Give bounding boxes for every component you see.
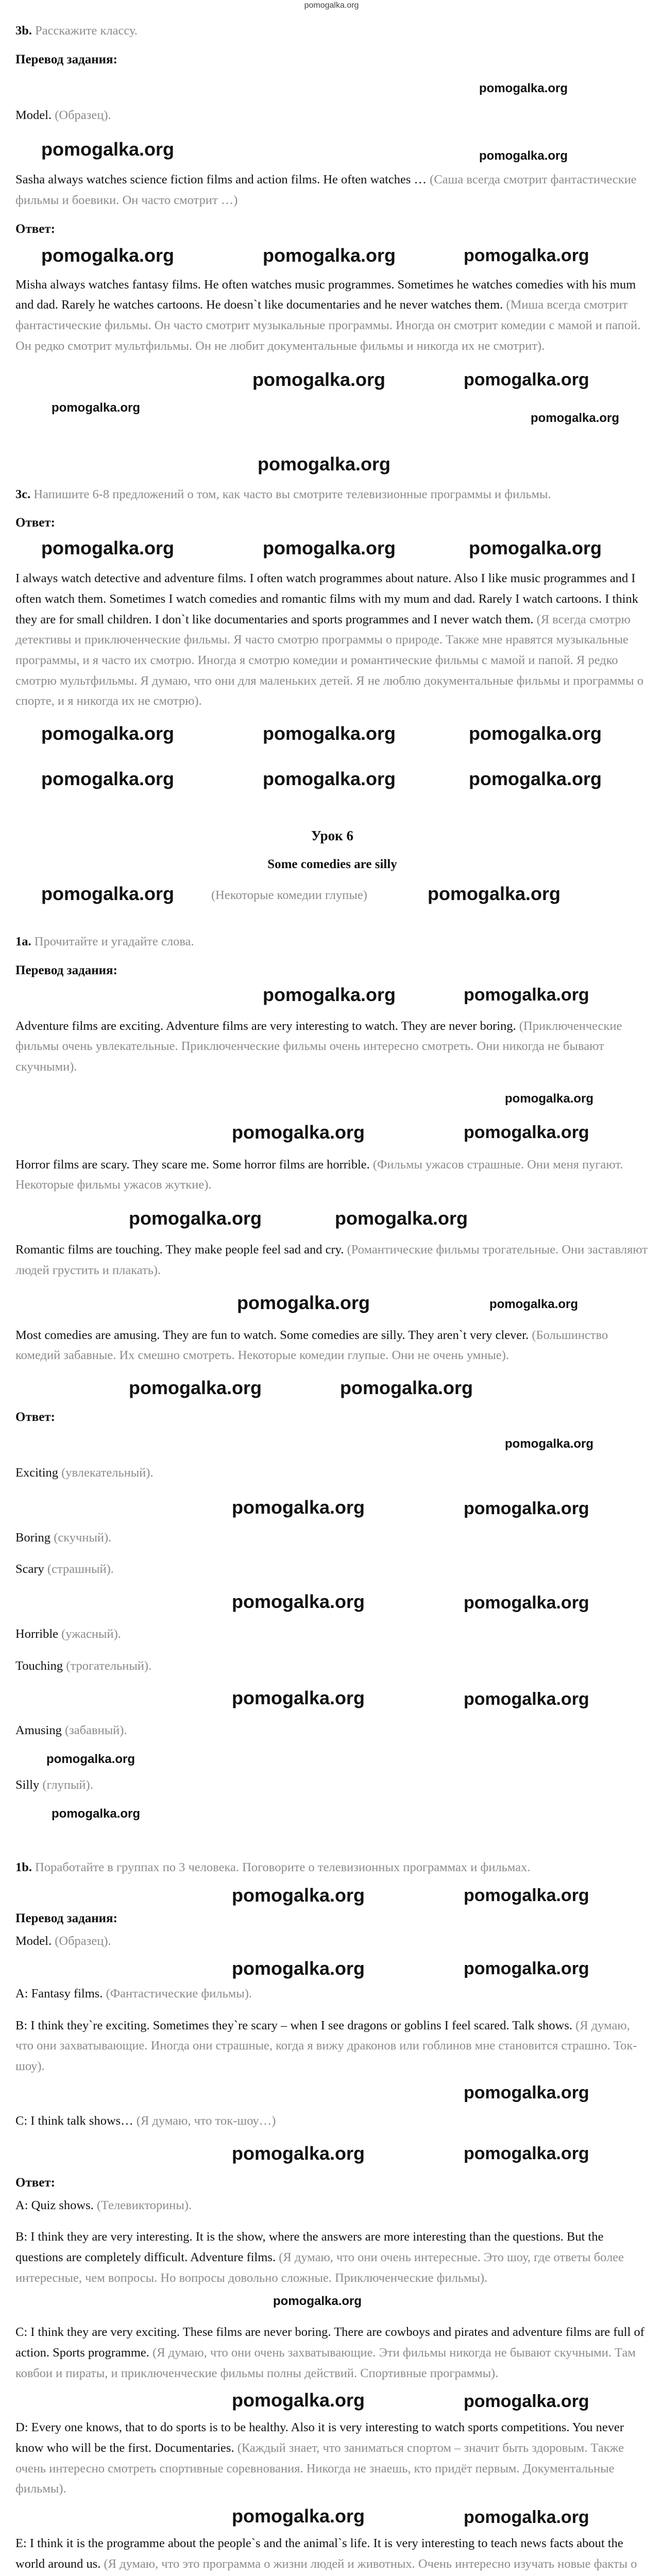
watermark: pomogalka.org	[464, 1498, 589, 1518]
watermark: pomogalka.org	[41, 723, 175, 744]
watermark: pomogalka.org	[531, 411, 620, 425]
watermark: pomogalka.org	[273, 2294, 362, 2309]
watermark: pomogalka.org	[232, 1885, 365, 1906]
model-text: Sasha always watches science fiction films and action films. He often watches …	[15, 173, 427, 187]
lesson-title: Урок 6	[311, 828, 353, 843]
watermark: pomogalka.org	[41, 244, 175, 266]
watermark: pomogalka.org	[52, 400, 141, 415]
answer-label: Ответ:	[15, 1410, 55, 1424]
dialog-line: B: I think they`re exciting. Sometimes they`re scary – when I see dragons or goblins I feel scared. Talk shows. (Я думаю, что они захватывающие. Иногда они страшные, когда я вижу драконов или гоблинов мне становится страшно. Ток-шоу).	[15, 2018, 637, 2074]
answer-text: I always watch detective and adventure films. I often watch programmes about nature. Also I like music programmes and I often watch them. Sometimes I watch comedies and romantic films with my mum and dad. Rarely I watch cartoons. I think they are for small children. I don`t like documentaries and sports programmes and I never watch them.	[15, 571, 639, 626]
watermark: pomogalka.org	[464, 1122, 589, 1142]
dialog-line: A: Fantasy films. (Фантастические фильмы).	[15, 1987, 252, 2001]
answer-word: Horrible (ужасный).	[15, 1626, 121, 1641]
watermark: pomogalka.org	[464, 1959, 589, 1979]
answer-word: Boring (скучный).	[15, 1530, 112, 1545]
answer-label: Ответ:	[15, 2175, 55, 2190]
watermark: pomogalka.org	[232, 1687, 365, 1709]
watermark: pomogalka.org	[428, 883, 561, 904]
watermark: pomogalka.org	[469, 723, 602, 744]
watermark: pomogalka.org	[252, 368, 386, 390]
paragraph-1: Adventure films are exciting. Adventure films are very interesting to watch. They are never boring. (Приключенческие фильмы очень увлекательные. Приключенческие фильмы очень интересно смотреть. Они никогда не бывают скучными).	[15, 1019, 622, 1074]
exercise-3c	[15, 451, 649, 756]
watermark: pomogalka.org	[232, 2142, 365, 2164]
watermark: pomogalka.org	[129, 1208, 262, 1229]
exercise-task: Расскажите классу.	[35, 24, 138, 38]
answer-text: Misha always watches fantasy films. He often watches music programmes. Sometimes he watches comedies with his mum and dad. Rarely he watches cartoons. He doesn`t like documentaries and he never watches them.	[15, 277, 636, 312]
dialog-line: E: I think it is the programme about the people`s and the animal`s life. It is very interesting to teach news facts about the world around us. (Я думаю, что это программа о жизни людей и животных. Очень интересно изучать новые факты о	[15, 2536, 637, 2571]
watermark: pomogalka.org	[464, 985, 589, 1005]
page-content	[15, 21, 649, 2576]
lesson-header	[15, 766, 649, 914]
answer-text-ru: (Миша всегда смотрит фантастические фильмы. Он часто смотрит музыкальные программы. Иногда он смотрит комедии с мамой и папой. Он редко смотрит мультфильмы. Он не любит документальные фильмы и никогда их не смотрит).	[15, 298, 641, 353]
watermark: pomogalka.org	[263, 537, 396, 559]
watermark: pomogalka.org	[335, 1208, 468, 1229]
watermark: pomogalka.org	[469, 537, 602, 559]
exercise-number: 3b.	[15, 24, 32, 38]
answer-word: Scary (страшный).	[15, 1562, 114, 1577]
translation-label: Перевод задания:	[15, 52, 117, 66]
model-label: Model.	[15, 108, 52, 122]
model-text-ru: (Саша всегда смотрит фантастические фильмы и боевики. Он часто смотрит …)	[15, 173, 637, 208]
translation-label: Перевод задания:	[15, 1911, 117, 1926]
watermark: pomogalka.org	[464, 2392, 589, 2412]
watermark: pomogalka.org	[52, 1806, 141, 1821]
watermark: pomogalka.org	[464, 369, 589, 389]
answer-word: Amusing (забавный).	[15, 1723, 127, 1738]
watermark: pomogalka.org	[263, 244, 396, 266]
lesson-subtitle: Some comedies are silly	[267, 857, 397, 871]
watermark: pomogalka.org	[46, 1752, 135, 1766]
watermark: pomogalka.org	[464, 1886, 589, 1906]
site-header[interactable]: pomogalka.org	[304, 1, 359, 10]
exercise-task: Поработайте в группах по 3 человека. Поговорите о телевизионных программах и фильмах.	[35, 1860, 531, 1874]
watermark: pomogalka.org	[464, 1689, 589, 1709]
watermark: pomogalka.org	[232, 1121, 365, 1143]
watermark: pomogalka.org	[340, 1377, 473, 1398]
watermark: pomogalka.org	[489, 1297, 579, 1311]
exercise-task: Прочитайте и угадайте слова.	[34, 935, 194, 948]
answer-text-ru: (Я всегда смотрю детективы и приключенческие фильмы. Я часто смотрю программы о природе. Также мне нравятся музыкальные программы, и я часто их смотрю. Иногда я смотрю комедии и романтические фильмы с мамой и папой. Я редко смотрю мультфильмы. Я думаю, что они для маленьких детей. Я не люблю документальные фильмы и программы о спорте, и я никогда их не смотрю).	[15, 612, 644, 708]
paragraph-2: Horror films are scary. They scare me. Some horror films are horrible. (Фильмы ужасов страшные. Они меня пугают. Некоторые фильмы ужасов жуткие).	[15, 1157, 623, 1192]
translation-label: Перевод задания:	[15, 963, 117, 977]
answer-word: Exciting (увлекательный).	[15, 1465, 154, 1480]
watermark: pomogalka.org	[237, 1292, 370, 1313]
lesson-subtitle-ru: (Некоторые комедии глупые)	[211, 888, 367, 902]
exercise-task: Напишите 6-8 предложений о том, как часто вы смотрите телевизионные программы и фильмы.	[33, 487, 551, 501]
exercise-number: 1a.	[15, 935, 31, 948]
watermark: pomogalka.org	[464, 2143, 589, 2163]
watermark: pomogalka.org	[129, 1377, 262, 1398]
exercise-1b	[15, 1857, 649, 2576]
answer-word: Touching (трогательный).	[15, 1658, 152, 1673]
watermark: pomogalka.org	[479, 81, 568, 95]
answer-label: Ответ:	[15, 516, 55, 530]
watermark: pomogalka.org	[232, 1958, 365, 1979]
model-label: Model.	[15, 1934, 52, 1948]
watermark: pomogalka.org	[41, 768, 175, 789]
dialog-line: A: Quiz shows. (Телевикторины).	[15, 2198, 192, 2212]
watermark: pomogalka.org	[464, 2507, 589, 2528]
watermark: pomogalka.org	[469, 768, 602, 789]
dialog-line: C: I think talk shows… (Я думаю, что ток-шоу…)	[15, 2113, 276, 2128]
watermark: pomogalka.org	[41, 537, 175, 559]
dialog-line: B: I think they are very interesting. It is the show, where the answers are more interesting than the questions. But the questions are completely difficult. Adventure films. (Я думаю, что они очень интересные. Это шоу, где ответы более интересные, чем вопросы. Но вопросы довольно сложные. Приключенческие фильмы).	[15, 2230, 624, 2285]
paragraph-3: Romantic films are touching. They make people feel sad and cry. (Романтические фильмы трогательные. Они заставляют людей грустить и плакать).	[15, 1243, 648, 1277]
watermark: pomogalka.org	[263, 768, 396, 789]
watermark: pomogalka.org	[263, 984, 396, 1005]
model-label-ru: (Образец).	[55, 1934, 111, 1948]
watermark: pomogalka.org	[232, 1590, 365, 1612]
watermark: pomogalka.org	[464, 2082, 589, 2103]
watermark: pomogalka.org	[464, 1592, 589, 1613]
exercise-number: 3c.	[15, 487, 31, 501]
answer-label: Ответ:	[15, 222, 55, 236]
model-label-ru: (Образец).	[55, 108, 111, 122]
exercise-1a	[15, 931, 649, 1840]
exercise-3b	[15, 21, 649, 434]
watermark: pomogalka.org	[232, 2389, 365, 2411]
watermark: pomogalka.org	[41, 883, 175, 904]
watermark: pomogalka.org	[464, 245, 589, 265]
watermark: pomogalka.org	[505, 1091, 594, 1106]
answer-word: Silly (глупый).	[15, 1778, 93, 1792]
watermark: pomogalka.org	[258, 453, 391, 474]
paragraph-4: Most comedies are amusing. They are fun to watch. Some comedies are silly. They aren`t very clever. (Большинство комедий забавные. Их смешно смотреть. Некоторые комедии глупые. Они не очень умные).	[15, 1328, 608, 1363]
watermark: pomogalka.org	[232, 1496, 365, 1518]
dialog-line: D: Every one knows, that to do sports is to be healthy. Also it is very interesting to watch sports competitions. You never know who will be the first. Documentaries. (Каждый знает, что заниматься спортом – значит быть здоровым. Также очень интересно смотреть спортивные соревнования. Никогда не знаешь, кто придёт первым. Документальные фильмы).	[15, 2420, 624, 2496]
exercise-number: 1b.	[15, 1860, 32, 1874]
watermark: pomogalka.org	[263, 723, 396, 744]
watermark: pomogalka.org	[479, 149, 568, 163]
watermark: pomogalka.org	[41, 139, 175, 160]
watermark: pomogalka.org	[232, 2505, 365, 2527]
watermark: pomogalka.org	[505, 1436, 594, 1451]
dialog-line: C: I think they are very exciting. These films are never boring. There are cowboys and pirates and adventure films are full of action. Sports programme. (Я думаю, что они очень захватывающие. Эти фильмы никогда не бывают скучными. Там ковбои и пираты, и приключенческие фильмы полны действий. Спортивные программы).	[15, 2325, 644, 2380]
